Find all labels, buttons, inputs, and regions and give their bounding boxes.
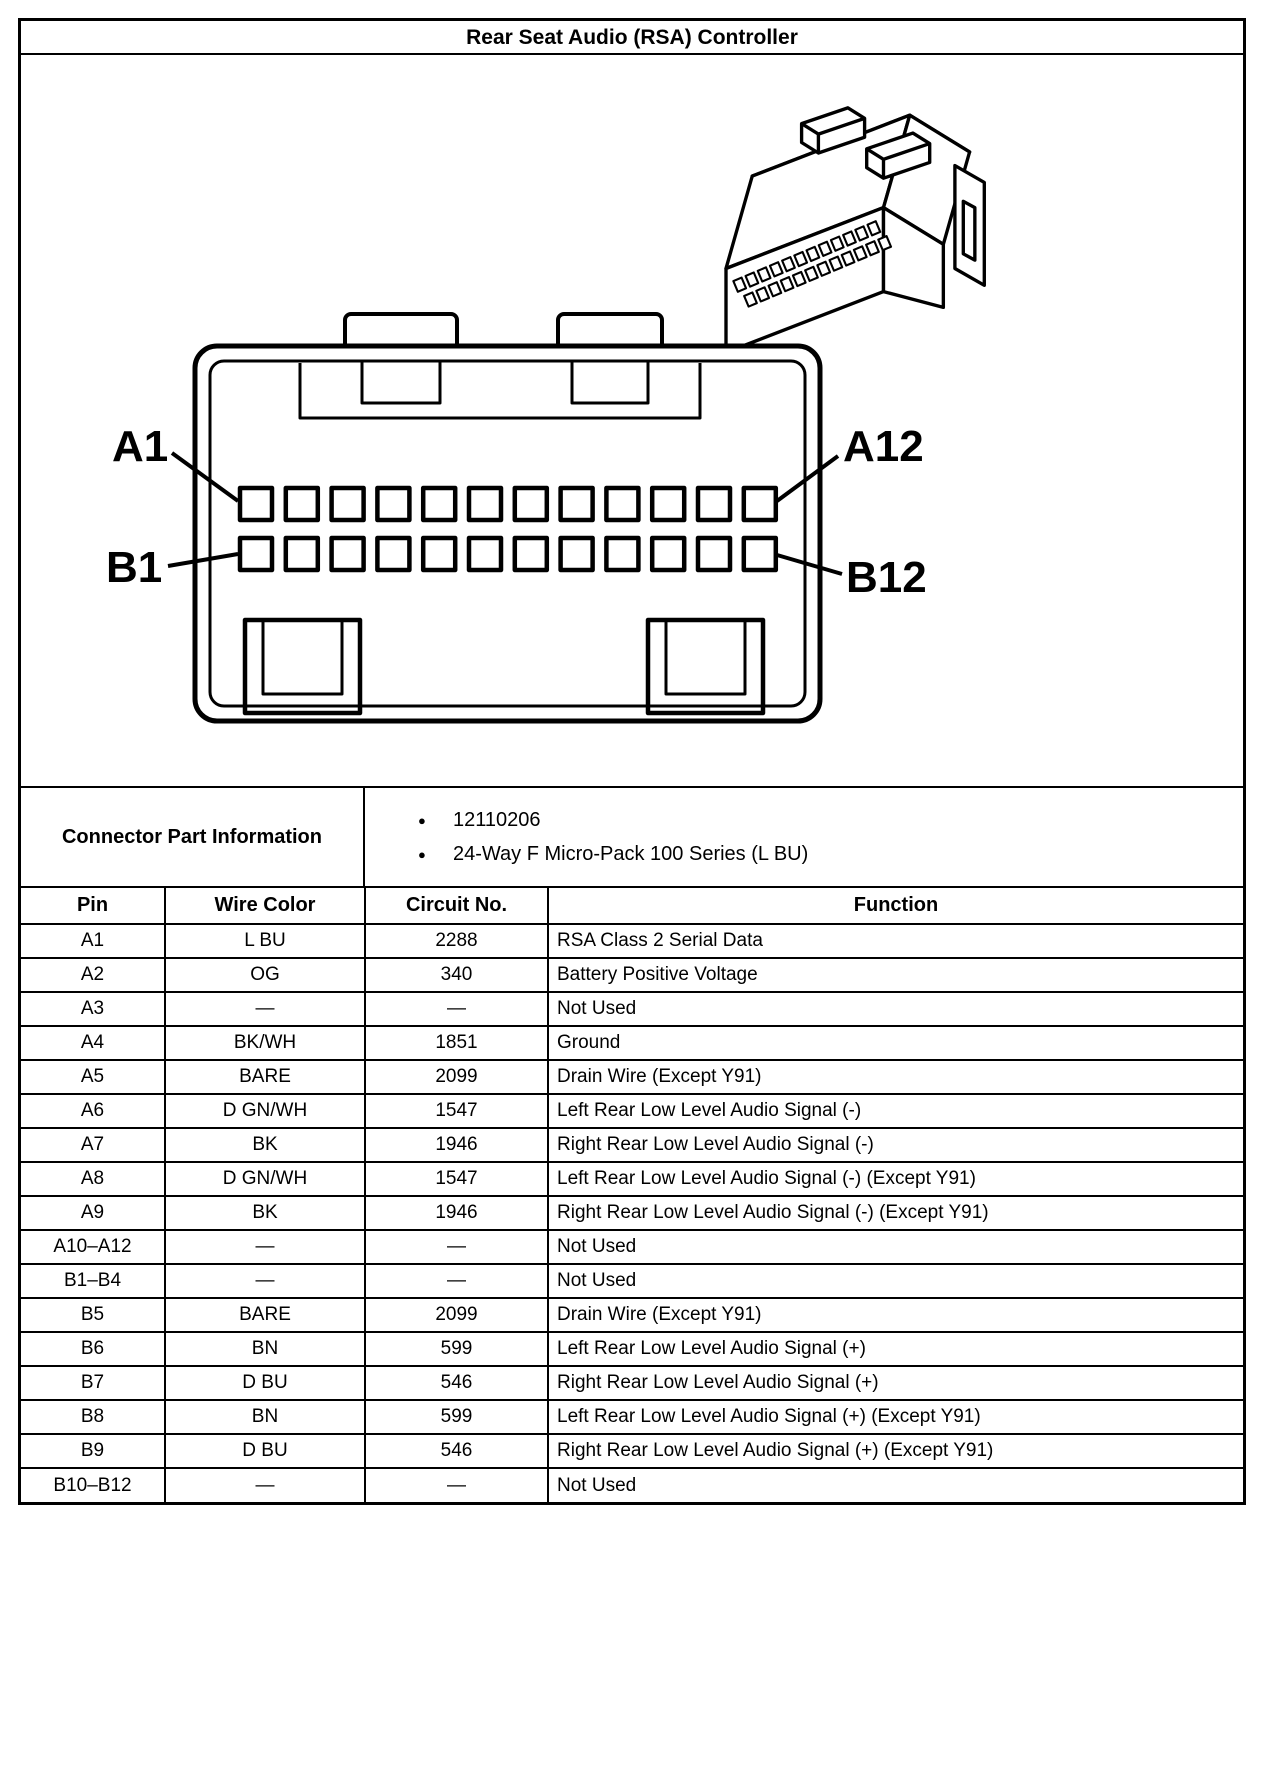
wire-color-cell: BN xyxy=(165,1332,365,1366)
function-cell: Right Rear Low Level Audio Signal (+) (Except Y91) xyxy=(548,1434,1243,1468)
label-a12: A12 xyxy=(843,422,924,471)
pin-table-row xyxy=(21,1366,1243,1400)
function-cell: Right Rear Low Level Audio Signal (-) (Except Y91) xyxy=(548,1196,1243,1230)
function-cell: Left Rear Low Level Audio Signal (+) (Except Y91) xyxy=(548,1400,1243,1434)
pin-cell: A4 xyxy=(21,1026,165,1060)
pin-cell: A6 xyxy=(21,1094,165,1128)
pin-table-row xyxy=(21,1162,1243,1196)
connector-body-outer xyxy=(195,346,820,721)
circuit-no-cell: 1851 xyxy=(365,1026,548,1060)
function-cell: Left Rear Low Level Audio Signal (-) (Except Y91) xyxy=(548,1162,1243,1196)
function-cell: Battery Positive Voltage xyxy=(548,958,1243,992)
pin-table-row xyxy=(21,1196,1243,1230)
part-info-item: ● 12110206 xyxy=(418,803,808,837)
pin-table-row xyxy=(21,1332,1243,1366)
pin-cell: B7 xyxy=(21,1366,165,1400)
function-cell: Not Used xyxy=(548,1468,1243,1502)
pin-table-row xyxy=(21,1026,1243,1060)
function-cell: Not Used xyxy=(548,992,1243,1026)
circuit-no-cell: — xyxy=(365,1230,548,1264)
circuit-no-cell: 1547 xyxy=(365,1162,548,1196)
page-title: Rear Seat Audio (RSA) Controller xyxy=(21,21,1243,55)
pin-table-header-row xyxy=(21,888,1243,924)
connector-part-info-row xyxy=(21,788,1243,888)
wire-color-cell: BN xyxy=(165,1400,365,1434)
pin-table-row xyxy=(21,1468,1243,1502)
pin-cell: B5 xyxy=(21,1298,165,1332)
function-cell: Left Rear Low Level Audio Signal (+) xyxy=(548,1332,1243,1366)
3d-wing-slot xyxy=(963,201,975,260)
label-b1: B1 xyxy=(106,543,163,592)
wire-color-cell: — xyxy=(165,1230,365,1264)
header-function: Function xyxy=(548,888,1243,924)
pin-cell: B1–B4 xyxy=(21,1264,165,1298)
pin-table-row xyxy=(21,1400,1243,1434)
wire-color-cell: BK xyxy=(165,1128,365,1162)
wire-color-cell: BK/WH xyxy=(165,1026,365,1060)
wire-color-cell: D GN/WH xyxy=(165,1162,365,1196)
pin-cell: A10–A12 xyxy=(21,1230,165,1264)
wire-color-cell: — xyxy=(165,1468,365,1502)
pin-table-row xyxy=(21,1128,1243,1162)
pin-table-body xyxy=(21,924,1243,1502)
circuit-no-cell: 599 xyxy=(365,1332,548,1366)
pin-table xyxy=(21,888,1243,1502)
connector-front-view xyxy=(195,314,820,721)
wire-color-cell: D BU xyxy=(165,1366,365,1400)
connector-part-info-values xyxy=(365,788,1243,886)
pin-table-row xyxy=(21,992,1243,1026)
part-info-list xyxy=(418,803,808,871)
connector-diagram-svg xyxy=(21,55,1243,788)
header-circuit-no: Circuit No. xyxy=(365,888,548,924)
circuit-no-cell: 340 xyxy=(365,958,548,992)
circuit-no-cell: — xyxy=(365,1264,548,1298)
pin-table-row xyxy=(21,1060,1243,1094)
pin-cell: A1 xyxy=(21,924,165,958)
function-cell: Right Rear Low Level Audio Signal (+) xyxy=(548,1366,1243,1400)
pin-table-row xyxy=(21,958,1243,992)
label-b12: B12 xyxy=(846,553,927,602)
pin-cell: B9 xyxy=(21,1434,165,1468)
pin-table-row xyxy=(21,1298,1243,1332)
function-cell: Left Rear Low Level Audio Signal (-) xyxy=(548,1094,1243,1128)
pin-table-row xyxy=(21,1264,1243,1298)
header-pin: Pin xyxy=(21,888,165,924)
pin-cell: A3 xyxy=(21,992,165,1026)
function-cell: Not Used xyxy=(548,1264,1243,1298)
connector-diagram xyxy=(21,55,1243,788)
function-cell: Right Rear Low Level Audio Signal (-) xyxy=(548,1128,1243,1162)
connector-3d-view xyxy=(726,108,984,353)
circuit-no-cell: 1547 xyxy=(365,1094,548,1128)
wire-color-cell: BARE xyxy=(165,1060,365,1094)
header-wire-color: Wire Color xyxy=(165,888,365,924)
part-info-item: ● 24-Way F Micro-Pack 100 Series (L BU) xyxy=(418,837,808,871)
function-cell: Drain Wire (Except Y91) xyxy=(548,1298,1243,1332)
pin-cell: A7 xyxy=(21,1128,165,1162)
pin-cell: B6 xyxy=(21,1332,165,1366)
wire-color-cell: — xyxy=(165,1264,365,1298)
circuit-no-cell: 1946 xyxy=(365,1128,548,1162)
circuit-no-cell: 1946 xyxy=(365,1196,548,1230)
document-frame xyxy=(18,18,1246,1505)
pin-table-row xyxy=(21,1094,1243,1128)
circuit-no-cell: 546 xyxy=(365,1366,548,1400)
pin-cell: B8 xyxy=(21,1400,165,1434)
circuit-no-cell: — xyxy=(365,1468,548,1502)
circuit-no-cell: — xyxy=(365,992,548,1026)
pin-cell: A9 xyxy=(21,1196,165,1230)
label-a1: A1 xyxy=(112,422,169,471)
pin-cell: A5 xyxy=(21,1060,165,1094)
wire-color-cell: BARE xyxy=(165,1298,365,1332)
wire-color-cell: L BU xyxy=(165,924,365,958)
pin-cell: B10–B12 xyxy=(21,1468,165,1502)
pin-cell: A8 xyxy=(21,1162,165,1196)
wire-color-cell: OG xyxy=(165,958,365,992)
circuit-no-cell: 546 xyxy=(365,1434,548,1468)
function-cell: Ground xyxy=(548,1026,1243,1060)
connector-part-info-label: Connector Part Information xyxy=(21,788,365,886)
wire-color-cell: D GN/WH xyxy=(165,1094,365,1128)
pin-table-row xyxy=(21,924,1243,958)
wire-color-cell: D BU xyxy=(165,1434,365,1468)
wire-color-cell: — xyxy=(165,992,365,1026)
circuit-no-cell: 599 xyxy=(365,1400,548,1434)
pin-table-row xyxy=(21,1434,1243,1468)
wire-color-cell: BK xyxy=(165,1196,365,1230)
function-cell: Drain Wire (Except Y91) xyxy=(548,1060,1243,1094)
circuit-no-cell: 2099 xyxy=(365,1060,548,1094)
pin-cell: A2 xyxy=(21,958,165,992)
function-cell: RSA Class 2 Serial Data xyxy=(548,924,1243,958)
function-cell: Not Used xyxy=(548,1230,1243,1264)
circuit-no-cell: 2099 xyxy=(365,1298,548,1332)
circuit-no-cell: 2288 xyxy=(365,924,548,958)
pin-table-row xyxy=(21,1230,1243,1264)
